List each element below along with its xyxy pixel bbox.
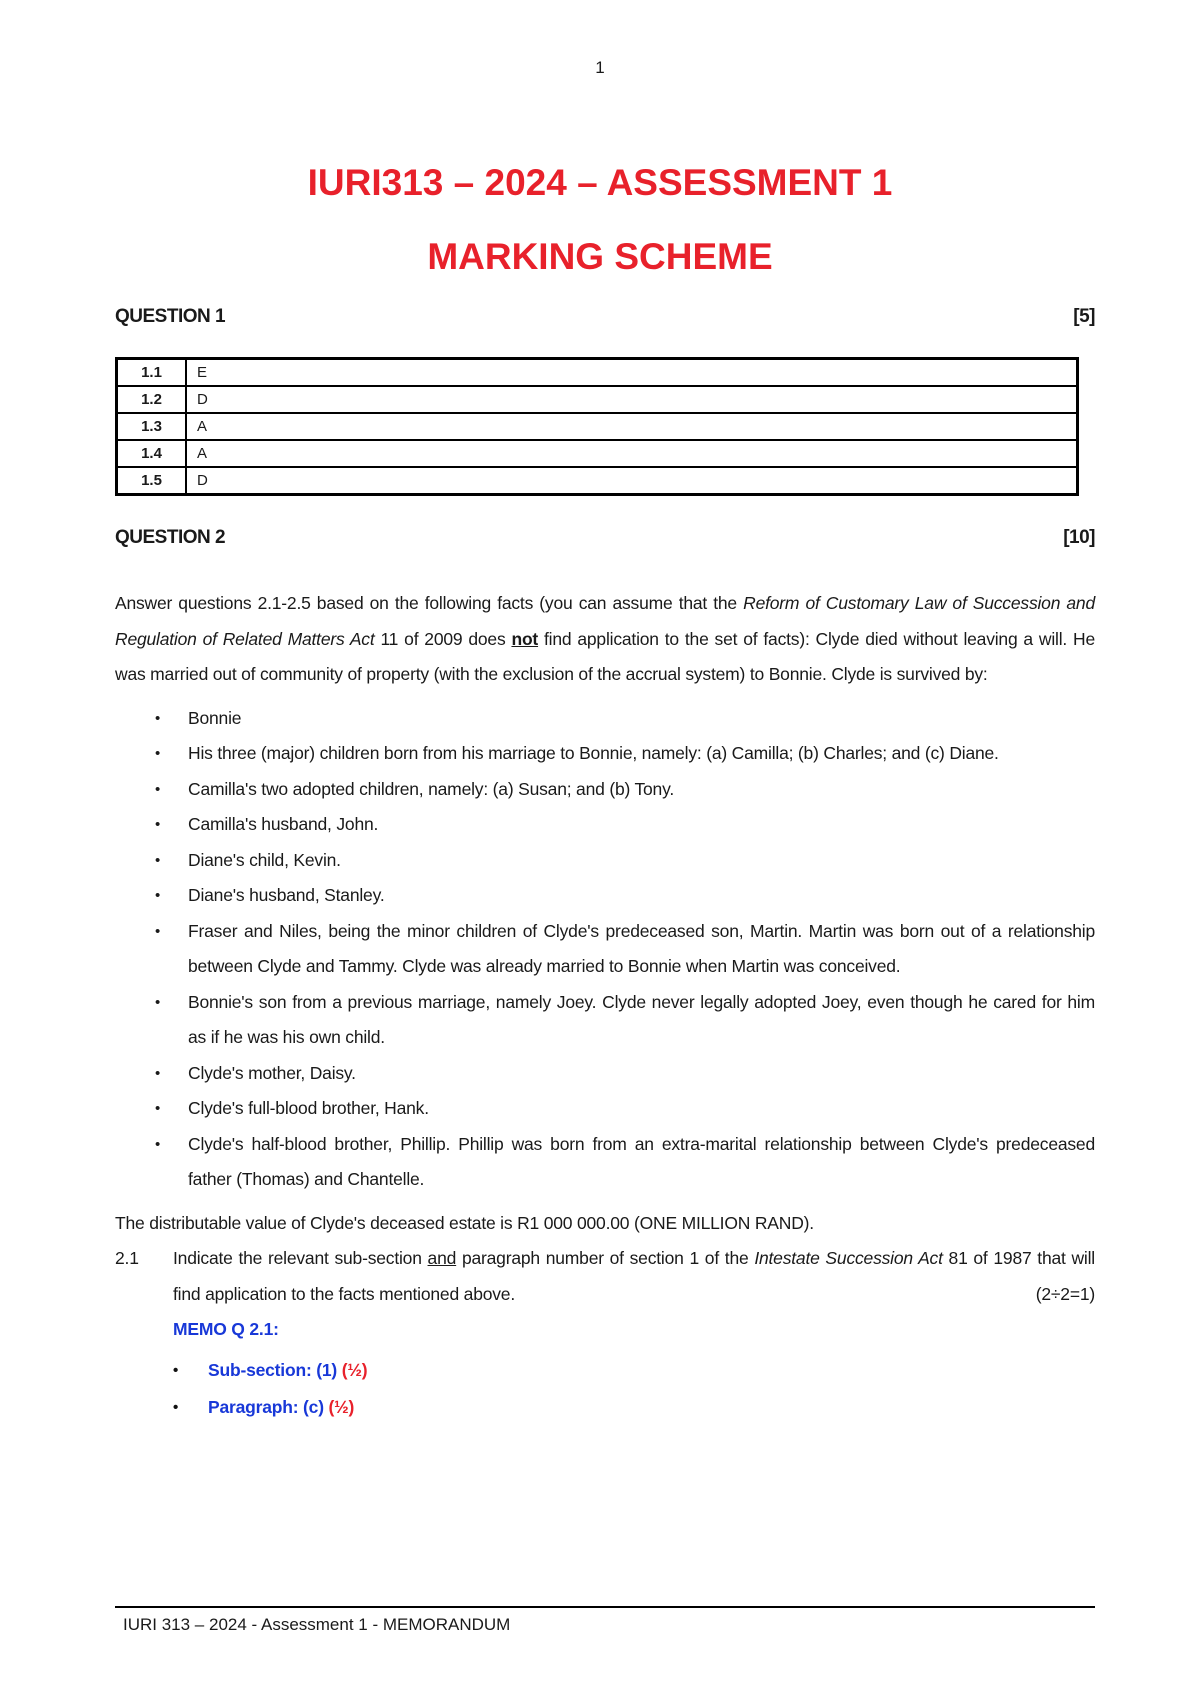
answer-row: [117, 413, 1078, 440]
memo-mark: (½): [341, 1359, 368, 1380]
page-number: 1: [595, 58, 605, 77]
answer-value: A: [186, 440, 1078, 467]
fact-text: Fraser and Niles, being the minor children of Clyde's predeceased son, Martin. Martin was born out of a relationship between Clyde and Tammy. Clyde was already married to Bonnie when Martin was conceived.: [188, 920, 1095, 976]
memo-label: Sub-section: (1): [208, 1359, 342, 1380]
answer-number: 1.3: [117, 413, 187, 440]
emphasis-not: not: [511, 628, 539, 649]
question-1-answer-table: [115, 357, 1079, 496]
question-2-intro: Answer questions 2.1-2.5 based on the following facts (you can assume that the Reform of Customary Law of Succession and Regulation of Related Matters Act 11 of 2009 does not find application to the set of facts): Clyde died without leaving a will. He was married out of community of property (with the exclusion of the accrual system) to Bonnie. Clyde is survived by:: [115, 593, 1095, 684]
answer-value: A: [186, 413, 1078, 440]
memo-title: MEMO Q 2.1:: [173, 1319, 279, 1339]
footer-text: IURI 313 – 2024 - Assessment 1 - MEMORANDUM: [123, 1615, 511, 1634]
document-subtitle: MARKING SCHEME: [427, 236, 773, 277]
answer-value: E: [186, 359, 1078, 387]
answer-row: [117, 359, 1078, 387]
fact-text: Camilla's husband, John.: [188, 814, 379, 834]
answer-number: 1.2: [117, 386, 187, 413]
fact-item: [115, 914, 1095, 985]
bullet-icon: •: [173, 1398, 179, 1416]
answer-value: D: [186, 467, 1078, 495]
act-name-2: Intestate Succession Act: [754, 1248, 943, 1268]
fact-item: [115, 701, 1095, 737]
memo-list: [115, 1352, 1095, 1426]
bullet-icon: •: [155, 887, 161, 904]
estate-value: The distributable value of Clyde's deceased estate is R1 000 000.00 (ONE MILLION RAND).: [115, 1212, 814, 1233]
answer-number: 1.1: [117, 359, 187, 387]
answer-row: [117, 386, 1078, 413]
facts-list: [115, 701, 1095, 1198]
question-2-1-number: 2.1: [115, 1248, 139, 1268]
bullet-icon: •: [155, 1135, 161, 1153]
question-2-1: 2.1 Indicate the relevant sub-section and paragraph number of section 1 of the Intestate Succession Act 81 of 1987 that will find application to the facts mentioned above. (2÷2=1): [115, 1241, 1095, 1312]
bullet-icon: •: [155, 1064, 161, 1082]
question-1-label: QUESTION 1: [115, 306, 226, 327]
question-1-marks: [5]: [1073, 306, 1095, 327]
bullet-icon: •: [155, 780, 161, 798]
fact-text: Bonnie: [188, 707, 242, 728]
fact-text: Camilla's two adopted children, namely: (a) Susan; and (b) Tony.: [188, 778, 674, 799]
bullet-icon: •: [155, 745, 161, 762]
question-1-heading: [115, 306, 1095, 328]
answer-value: D: [186, 386, 1078, 413]
question-2-body: [115, 586, 1095, 1426]
answer-number: 1.4: [117, 440, 187, 467]
fact-text: Diane's husband, Stanley.: [188, 885, 385, 905]
bullet-icon: •: [155, 1100, 161, 1117]
fact-item: [115, 1056, 1095, 1092]
answer-row: [117, 440, 1078, 467]
fact-text: Clyde's mother, Daisy.: [188, 1062, 356, 1083]
fact-text: Clyde's full-blood brother, Hank.: [188, 1098, 429, 1118]
fact-item: [115, 807, 1095, 843]
fact-text: Clyde's half-blood brother, Phillip. Phillip was born from an extra-marital relationship between Clyde's predeceased father (Thomas) and Chantelle.: [188, 1133, 1095, 1189]
bullet-icon: •: [155, 922, 161, 940]
bullet-icon: •: [173, 1361, 179, 1379]
fact-item: [115, 1127, 1095, 1198]
fact-text: Bonnie's son from a previous marriage, namely Joey. Clyde never legally adopted Joey, even though he cared for him as if he was his own child.: [188, 991, 1095, 1047]
fact-item: [115, 772, 1095, 808]
question-2-label: QUESTION 2: [115, 527, 226, 548]
document-title: IURI313 – 2024 – ASSESSMENT 1: [307, 162, 893, 203]
fact-item: [115, 1091, 1095, 1127]
memo-item: [115, 1389, 1095, 1426]
fact-item: [115, 985, 1095, 1056]
answer-row: [117, 467, 1078, 495]
memo-mark: (½): [328, 1396, 355, 1417]
question-2-1-marks: (2÷2=1): [1035, 1283, 1095, 1304]
answer-number: 1.5: [117, 467, 187, 495]
bullet-icon: •: [155, 993, 161, 1011]
memo-label: Paragraph: (c): [208, 1396, 329, 1417]
footer-divider: [115, 1606, 1095, 1608]
question-2-heading: [115, 527, 1095, 549]
fact-text: His three (major) children born from his marriage to Bonnie, namely: (a) Camilla; (b) Charles; and (c) Diane.: [188, 743, 999, 763]
fact-text: Diane's child, Kevin.: [188, 849, 341, 870]
fact-item: [115, 878, 1095, 914]
bullet-icon: •: [155, 709, 161, 727]
fact-item: [115, 843, 1095, 879]
question-2-marks: [10]: [1063, 527, 1095, 548]
fact-item: [115, 736, 1095, 772]
bullet-icon: •: [155, 816, 161, 833]
bullet-icon: •: [155, 851, 161, 869]
memo-item: [115, 1352, 1095, 1389]
act-name: Reform of Customary Law of Succession and Regulation of Related Matters Act: [115, 593, 1095, 649]
